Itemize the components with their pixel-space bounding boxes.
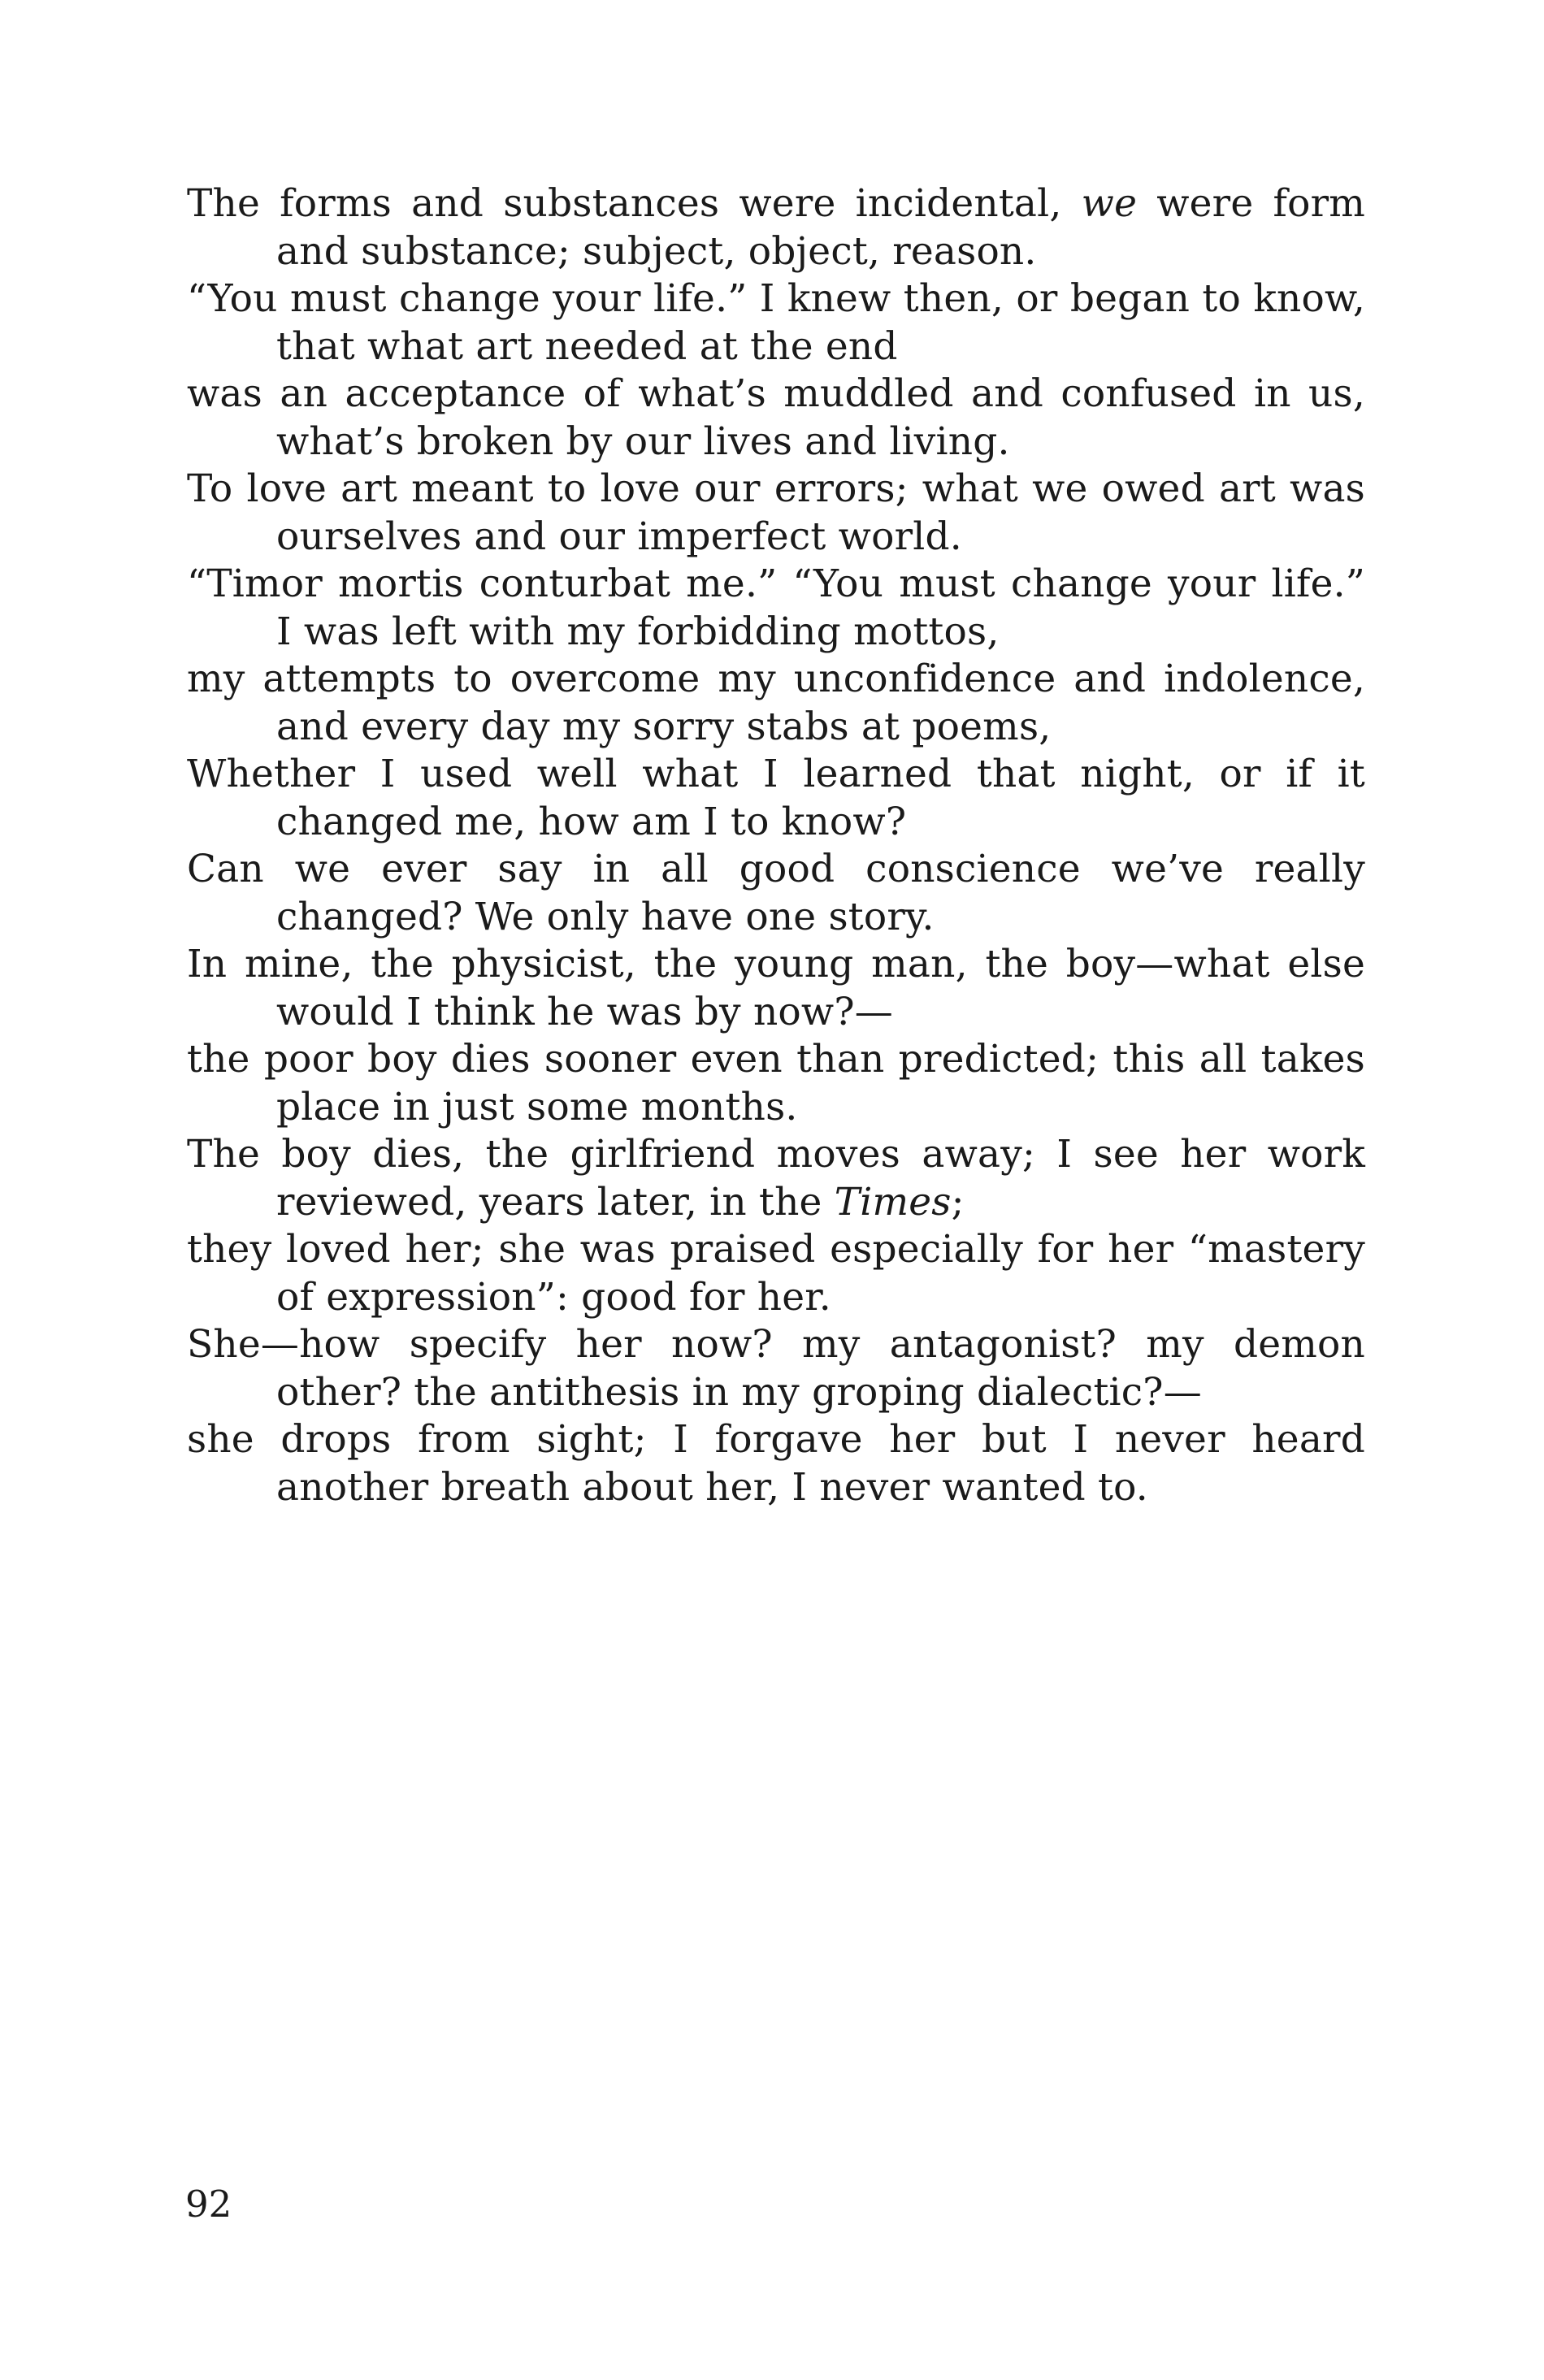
poem-line: the poor boy dies sooner even than predicted; this all takes place in just some months. — [187, 1037, 1365, 1129]
poem-line: my attempts to overcome my unconfidence and indolence, and every day my sorry stabs at poems, — [187, 657, 1365, 749]
poem-line: The boy dies, the girlfriend moves away; I see her work reviewed, years later, in the Times; — [187, 1132, 1365, 1225]
poem-line: she drops from sight; I forgave her but I never heard another breath about her, I never wanted to. — [187, 1417, 1365, 1510]
poem-line: In mine, the physicist, the young man, the boy—what else would I think he was by now?— — [187, 942, 1365, 1034]
poem-line: Whether I used well what I learned that night, or if it changed me, how am I to know? — [187, 752, 1365, 844]
poem-text — [187, 180, 1365, 1511]
poem-line: they loved her; she was praised especially for her “mastery of expression”: good for her. — [187, 1227, 1365, 1320]
poem-line: Can we ever say in all good conscience we’ve really changed? We only have one story. — [187, 847, 1365, 939]
page-number: 92 — [185, 2183, 232, 2226]
poem-line: “Timor mortis conturbat me.” “You must change your life.” I was left with my forbidding mottos, — [187, 561, 1365, 654]
poem-line: “You must change your life.” I knew then, or began to know, that what art needed at the end — [187, 276, 1365, 369]
poem-line: To love art meant to love our errors; what we owed art was ourselves and our imperfect world. — [187, 466, 1365, 559]
poem-line: She—how specify her now? my antagonist? my demon other? the antithesis in my groping dialectic?— — [187, 1322, 1365, 1415]
poem-line: The forms and substances were incidental, we were form and substance; subject, object, reason. — [187, 181, 1366, 274]
poem-line: was an acceptance of what’s muddled and confused in us, what’s broken by our lives and living. — [187, 371, 1365, 464]
